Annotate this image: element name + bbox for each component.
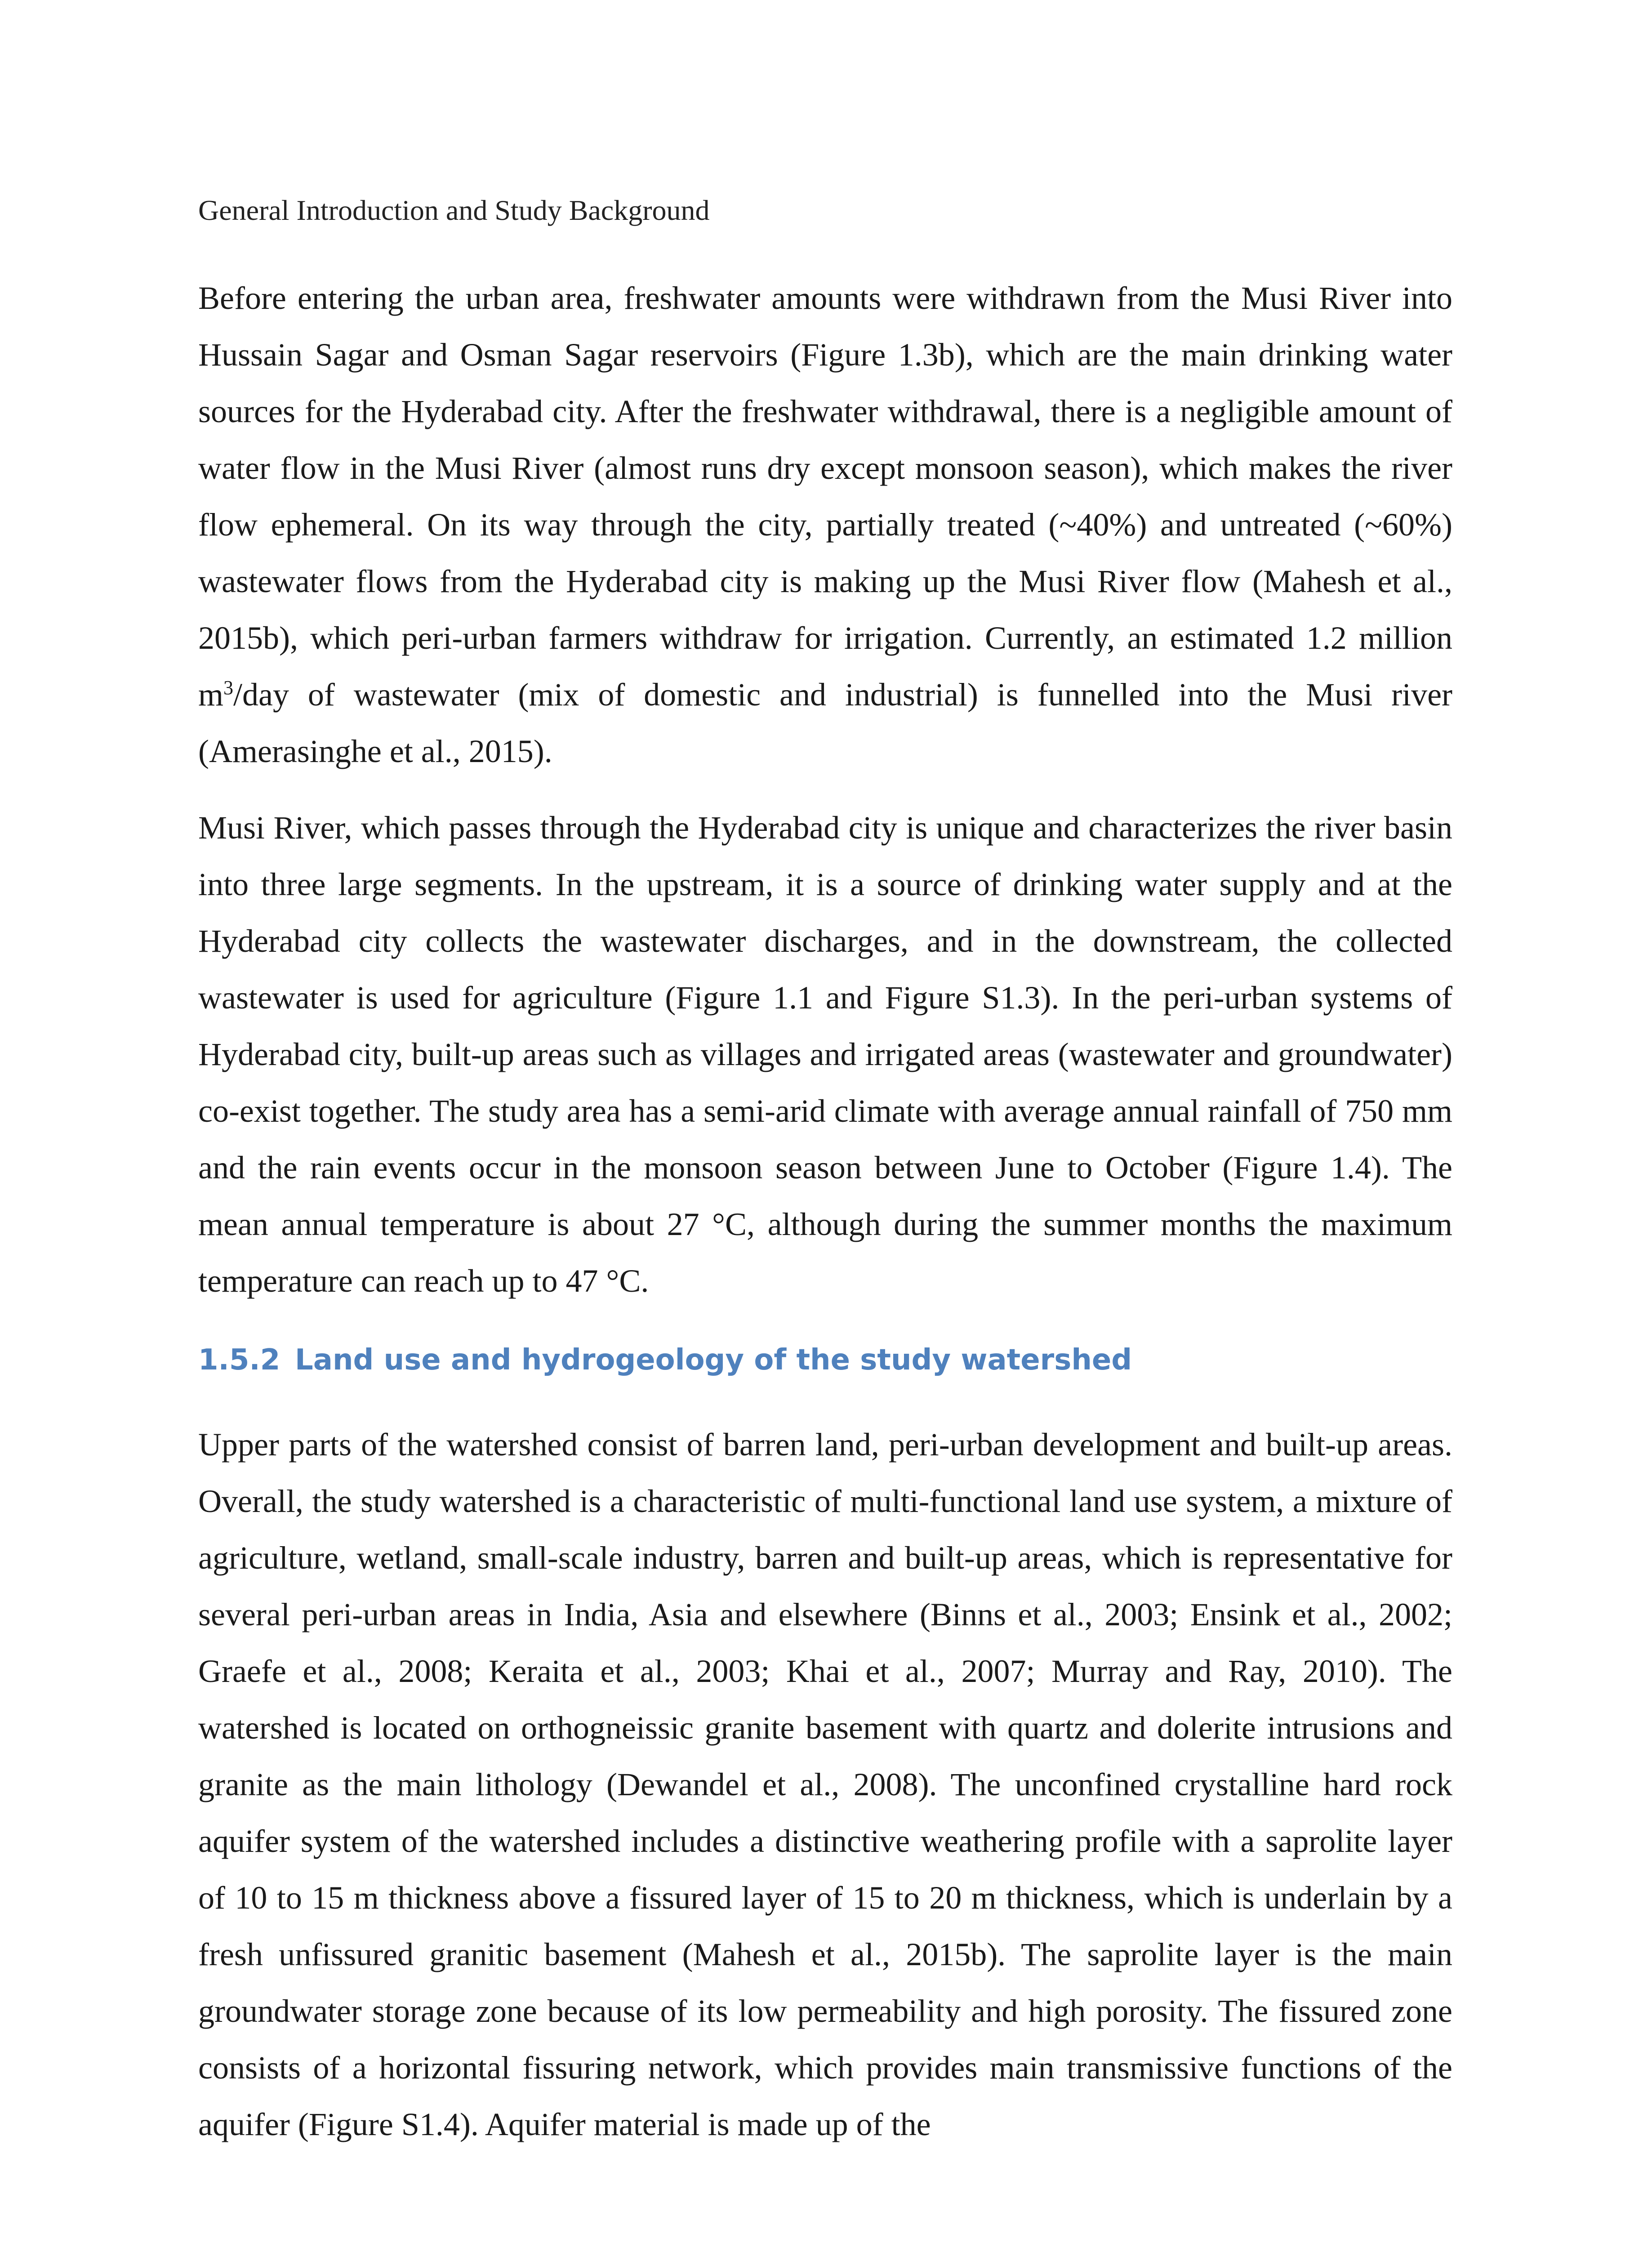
superscript-cubic: 3 [223,677,234,699]
section-heading [198,1340,1132,1380]
running-header: General Introduction and Study Background [198,194,710,226]
paragraph-text: Before entering the urban area, freshwater amounts were withdrawn from the Musi River into Hussain Sagar and Osman Sagar reservoirs (Figure 1.3b), which are the main drinking water sources for the Hyderabad city. After the freshwater withdrawal, there is a negligible amount of water flow in the Musi River (almost runs dry except monsoon season), which makes the river flow ephemeral. On its way through the city, partially treated (~40%) and untreated (~60%) wastewater flows from the Hyderabad city is making up the Musi River flow (Mahesh et al., 2015b), which peri-urban farmers withdraw for irrigation. Currently, an estimated 1.2 million m [198,280,1452,713]
paragraph-musi-withdrawal [198,270,1452,780]
section-title: Land use and hydrogeology of the study watershed [295,1343,1132,1377]
paragraph-land-use: Upper parts of the watershed consist of barren land, peri-urban development and built-up areas. Overall, the study watershed is a characteristic of multi-functional land use system, a mixture of agriculture, wetland, small-scale industry, barren and built-up areas, which is representative for several peri-urban areas in India, Asia and elsewhere (Binns et al., 2003; Ensink et al., 2002; Graefe et al., 2008; Keraita et al., 2003; Khai et al., 2007; Murray and Ray, 2010). The watershed is located on orthogneissic granite basement with quartz and dolerite intrusions and granite as the main lithology (Dewandel et al., 2008). The unconfined crystalline hard rock aquifer system of the watershed includes a distinctive weathering profile with a saprolite layer of 10 to 15 m thickness above a fissured layer of 15 to 20 m thickness, which is underlain by a fresh unfissured granitic basement (Mahesh et al., 2015b). The saprolite layer is the main groundwater storage zone because of its low permeability and high porosity. The fissured zone consists of a horizontal fissuring network, which provides main transmissive functions of the aquifer (Figure S1.4). Aquifer material is made up of the [198,1427,1452,2142]
paragraph-river-basin: Musi River, which passes through the Hyderabad city is unique and characterizes the river basin into three large segments. In the upstream, it is a source of drinking water supply and at the Hyderabad city collects the wastewater discharges, and in the downstream, the collected wastewater is used for agriculture (Figure 1.1 and Figure S1.3). In the peri-urban systems of Hyderabad city, built-up areas such as villages and irrigated areas (wastewater and groundwater) co-exist together. The study area has a semi-arid climate with average annual rainfall of 750 mm and the rain events occur in the monsoon season between June to October (Figure 1.4). The mean annual temperature is about 27 °C, although during the summer months the maximum temperature can reach up to 47 °C. [198,810,1452,1299]
section-number: 1.5.2 [198,1343,281,1377]
paragraph-text-continued: /day of wastewater (mix of domestic and industrial) is funnelled into the Musi river (Amerasinghe et al., 2015). [198,677,1452,769]
